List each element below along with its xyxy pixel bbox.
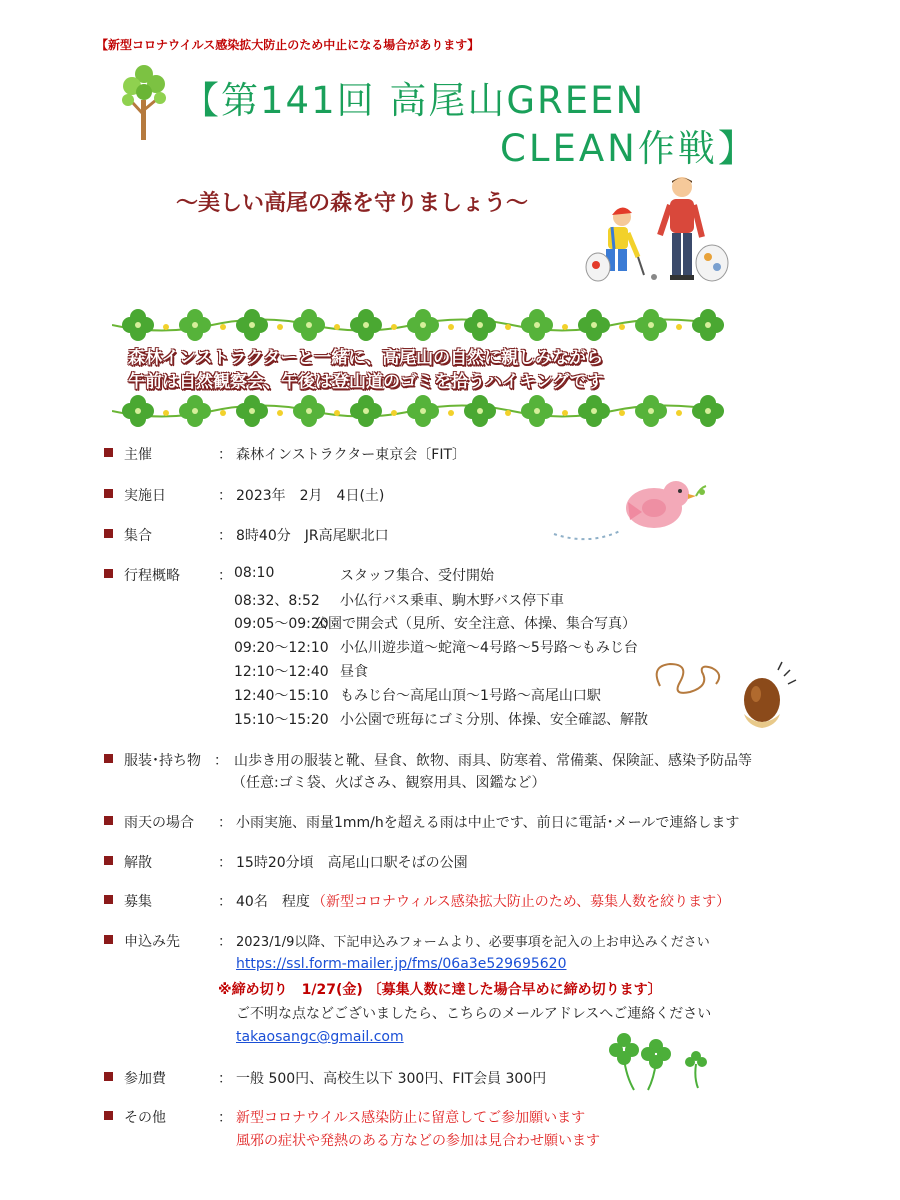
detail-label: 募集 [124,894,152,910]
cancellation-notice: 【新型コロナウイルス感染拡大防止のため中止になる場合があります】 [96,38,480,52]
schedule-desc: 昼食 [340,664,368,680]
detail-label: 服装･持ち物 [124,753,201,769]
application-form-link[interactable]: https://ssl.form-mailer.jp/fms/06a3e529695620 [236,956,567,972]
detail-colon: ： [218,488,232,504]
clover-leaf-icon [407,395,439,427]
hikers-collecting-trash-illustration [584,175,734,290]
schedule-time: 12:10～12:40 [234,664,329,680]
flower-bud [448,324,454,330]
clover-leaf-icon [236,395,268,427]
detail-value: 森林インストラクター東京会〔FIT〕 [236,447,467,463]
bullet-marker [104,754,113,763]
flower-bud [619,410,625,416]
clover-leaf-icon [635,309,667,341]
deadline-notice: ※締め切り 1/27(金) 〔募集人数に達した場合早めに締め切ります〕 [218,982,662,998]
clover-leaf-icon [122,395,154,427]
detail-label: その他 [124,1110,166,1126]
flower-bud [334,410,340,416]
clover-leaf-icon [350,309,382,341]
detail-label: 実施日 [124,488,166,504]
flower-bud [448,410,454,416]
bullet-marker [104,448,113,457]
clover-leaf-icon [521,309,553,341]
detail-label: 集合 [124,528,152,544]
banner-line2: 午前は自然観察会、午後は登山道のゴミを拾うハイキングです [128,372,604,392]
clover-leaf-icon [179,395,211,427]
event-title-line1: 【第141回 高尾山GREEN [182,79,646,122]
detail-label: 行程概略 [124,568,180,584]
schedule-desc: 小公園で班毎にゴミ分別、体操、安全確認、解散 [340,712,648,728]
detail-label: 参加費 [124,1071,166,1087]
detail-colon: ： [214,753,228,769]
detail-colon: ： [218,855,232,871]
detail-value: 2023年 2月 4日(土) [236,488,385,504]
schedule-time: 15:10～15:20 [234,712,329,728]
detail-value: 小雨実施、雨量1mm/hを超える雨は中止です、前日に電話･メールで連絡します [236,815,740,831]
event-subtitle: ～美しい高尾の森を守りましょう～ [176,191,529,216]
schedule-time: 08:32、8:52 [234,593,320,609]
schedule-desc: 小仏川遊歩道～蛇滝～4号路～5号路～もみじ台 [340,640,638,656]
schedule-desc: スタッフ集合、受付開始 [340,568,494,584]
tree-icon [120,62,168,142]
recruit-note: （新型コロナウィルス感染拡大防止のため、募集人数を絞ります） [312,894,731,910]
clover-leaf-icon [122,309,154,341]
schedule-time: 09:05～09:20 [234,616,329,632]
flower-bud [220,410,226,416]
bullet-marker [104,856,113,865]
schedule-time: 09:20～12:10 [234,640,329,656]
detail-value: 40名 程度 [236,894,310,910]
clover-leaf-icon [293,395,325,427]
bullet-marker [104,1111,113,1120]
clover-icon [604,1028,716,1092]
detail-colon: ： [218,568,232,584]
bullet-marker [104,569,113,578]
flower-bud [676,324,682,330]
clover-leaf-icon [236,309,268,341]
detail-value: 15時20分頃 高尾山口駅そばの公園 [236,855,468,871]
flower-bud [562,324,568,330]
bird-icon [550,472,710,552]
schedule-time: 08:10 [234,565,275,581]
flower-bud [505,410,511,416]
clover-leaf-icon [464,309,496,341]
schedule-desc: 小仏行バス乗車、駒木野バス停下車 [340,593,564,609]
clover-leaf-icon [464,395,496,427]
clover-leaf-icon [521,395,553,427]
items-to-bring-line1: 山歩き用の服装と靴、昼食、飲物、雨具、防寒着、常備薬、保険証、感染予防品等 [234,753,752,769]
detail-label: 雨天の場合 [124,815,194,831]
detail-value: 一般 500円、高校生以下 300円、FIT会員 300円 [236,1071,547,1087]
detail-label: 主催 [124,447,152,463]
flower-bud [505,324,511,330]
flower-bud [562,410,568,416]
clover-leaf-icon [293,309,325,341]
items-to-bring-line2: （任意:ゴミ袋、火ばさみ、観察用具、図鑑など） [232,775,546,791]
schedule-desc: もみじ台～高尾山頂～1号路～高尾山口駅 [340,688,601,704]
other-line1: 新型コロナウイルス感染防止に留意してご参加願います [236,1110,586,1126]
other-line2: 風邪の症状や発熱のある方などの参加は見合わせ願います [236,1133,600,1149]
detail-value: 2023/1/9以降、下記申込みフォームより、必要事項を記入の上お申込みください [236,935,710,950]
bullet-marker [104,895,113,904]
flower-bud [676,410,682,416]
clover-leaf-icon [350,395,382,427]
banner-line1: 森林インストラクターと一緒に、高尾山の自然に親しみながら [128,348,604,368]
contact-email-link[interactable]: takaosangc@gmail.com [236,1029,404,1045]
detail-label: 申込み先 [124,934,180,950]
flower-bud [220,324,226,330]
clover-leaf-icon [692,395,724,427]
event-title-line2: CLEAN作戦】 [500,127,758,170]
detail-value: 8時40分 JR高尾駅北口 [236,528,389,544]
bullet-marker [104,816,113,825]
bullet-marker [104,935,113,944]
contact-text: ご不明な点などございましたら、こちらのメールアドレスへご連絡ください [236,1006,712,1022]
flower-bud [391,410,397,416]
bullet-marker [104,1072,113,1081]
detail-colon: ： [218,528,232,544]
bullet-marker [104,529,113,538]
flower-bud [277,324,283,330]
detail-label: 解散 [124,855,152,871]
flower-bud [277,410,283,416]
event-description-banner [128,346,604,394]
acorn-icon [650,656,800,736]
schedule-time: 12:40～15:10 [234,688,329,704]
clover-leaf-icon [692,309,724,341]
flower-bud [334,324,340,330]
clover-leaf-icon [179,309,211,341]
bullet-marker [104,489,113,498]
clover-leaf-icon [407,309,439,341]
detail-colon: ： [218,934,232,950]
detail-colon: ： [218,1071,232,1087]
flower-bud [163,324,169,330]
detail-colon: ： [218,815,232,831]
clover-leaf-icon [578,395,610,427]
schedule-desc: 公園で開会式（見所、安全注意、体操、集合写真） [314,616,636,632]
clover-leaf-icon [578,309,610,341]
detail-colon: ： [218,1110,232,1126]
clover-border-top [112,304,724,346]
flower-bud [163,410,169,416]
detail-colon: ： [218,894,232,910]
clover-leaf-icon [635,395,667,427]
flower-bud [391,324,397,330]
flower-bud [619,324,625,330]
clover-border-bottom [112,390,724,432]
detail-colon: ： [218,447,232,463]
